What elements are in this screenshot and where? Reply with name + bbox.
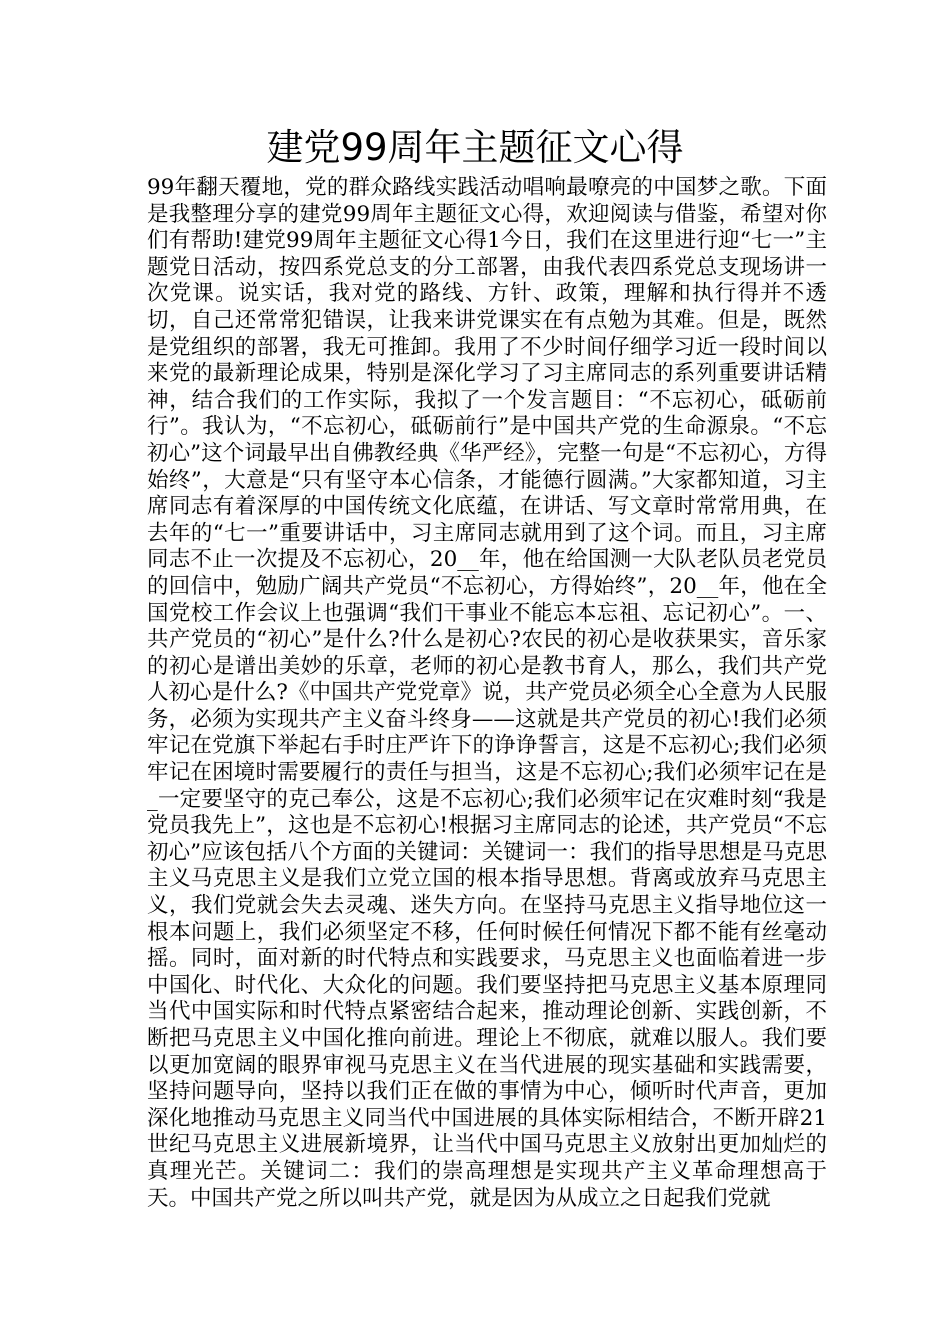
document-body-text: 99年翻天覆地，党的群众路线实践活动唱响最嘹亮的中国梦之歌。下面是我整理分享的建党99周年主题征文心得，欢迎阅读与借鉴，希望对你们有帮助!建党99周年主题征文心得1今日，我们在这里进行迎“七一”主题党日活动，按四系党总支的分工部署，由我代表四系党总支现场讲一次党课。说实话，我对党的路线、方针、政策，理解和执行得并不透切，自己还常常犯错误，让我来讲党课实在有点勉为其难。但是，既然是党组织的部署，我无可推卸。我用了不少时间仔细学习近一段时间以来党的最新理论成果，特别是深化学习了习主席同志的系列重要讲话精神，结合我们的工作实际，我拟了一个发言题目：“不忘初心，砥砺前行”。我认为，“不忘初心，砥砺前行”是中国共产党的生命源泉。“不忘初心”这个词最早出自佛教经典《华严经》，完整一句是“不忘初心，方得始终”，大意是“只有坚守本心信条，才能德行圆满。”大家都知道，习主席同志有着深厚的中国传统文化底蕴，在讲话、写文章时常常用典，在去年的“七一”重要讲话中，习主席同志就用到了这个词。而且，习主席同志不止一次提及不忘初心，20__年，他在给国测一大队老队员老党员的回信中，勉励广阔共产党员“不忘初心，方得始终”，20__年，他在全国党校工作会议上也强调“我们干事业不能忘本忘祖、忘记初心”。一、共产党员的“初心”是什么?什么是初心?农民的初心是收获果实，音乐家的初心是谱出美妙的乐章，老师的初心是教书育人，那么，我们共产党人初心是什么?《中国共产党党章》说，共产党员必须全心全意为人民服务，必须为实现共产主义奋斗终身——这就是共产党员的初心!我们必须牢记在党旗下举起右手时庄严许下的诤诤誓言，这是不忘初心;我们必须牢记在困境时需要履行的责任与担当，这是不忘初心;我们必须牢记在是_一定要坚守的克己奉公，这是不忘初心;我们必须牢记在灾难时刻“我是党员我先上”，这也是不忘初心!根据习主席同志的论述，共产党员“不忘初心”应该包括八个方面的关键词：关键词一：我们的指导思想是马克思主义马克思主义是我们立党立国的根本指导思想。背离或放弃马克思主义，我们党就会失去灵魂、迷失方向。在坚持马克思主义指导地位这一根本问题上，我们必须坚定不移，任何时候任何情况下都不能有丝毫动摇。同时，面对新的时代特点和实践要求，马克思主义也面临着进一步中国化、时代化、大众化的问题。我们要坚持把马克思主义基本原理同当代中国实际和时代特点紧密结合起来，推动理论创新、实践创新，不断把马克思主义中国化推向前进。理论上不彻底，就难以服人。我们要以更加宽阔的眼界审视马克思主义在当代进展的现实基础和实践需要，坚持问题导向，坚持以我们正在做的事情为中心，倾听时代声音，更加深化地推动马克思主义同当代中国进展的具体实际相结合，不断开辟21世纪马克思主义进展新境界，让当代中国马克思主义放射出更加灿烂的真理光芒。关键词二：我们的崇高理想是实现共产主义革命理想高于天。中国共产党之所以叫共产党，就是因为从成立之日起我们党就 [147, 175, 827, 1211]
document-title: 建党99周年主题征文心得 [266, 126, 684, 169]
